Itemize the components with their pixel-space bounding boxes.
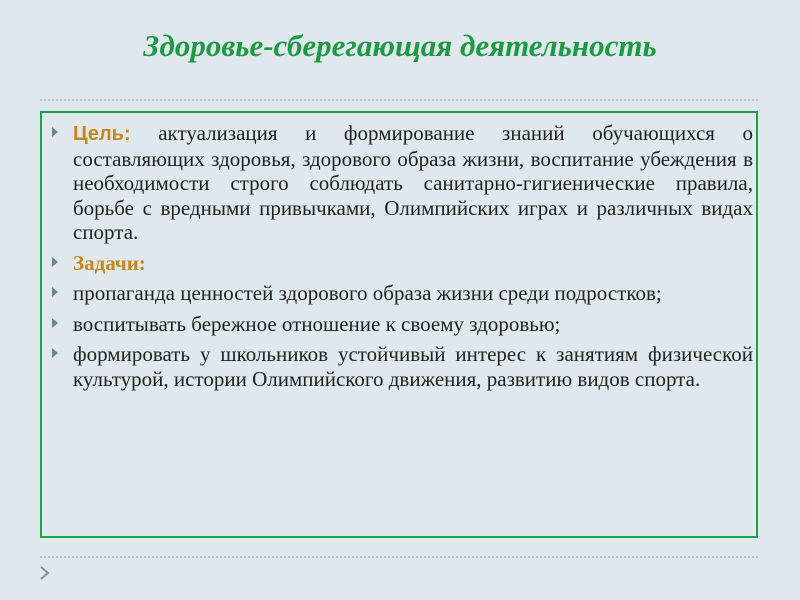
list-item-task <box>42 312 756 337</box>
bottom-divider <box>40 556 758 558</box>
task-text: воспитывать бережное отношение к своему здоровью; <box>73 311 561 336</box>
list-item-task <box>42 342 756 391</box>
triangle-bullet-icon <box>52 348 58 358</box>
goal-label: Цель: <box>73 123 131 145</box>
triangle-bullet-icon <box>52 127 58 137</box>
tasks-label: Задачи: <box>73 250 146 275</box>
triangle-bullet-icon <box>52 287 58 297</box>
next-slide-arrow-icon[interactable] <box>38 566 52 580</box>
task-text: пропаганда ценностей здорового образа жизни среди подростков; <box>73 281 662 305</box>
bullet-list <box>42 121 756 397</box>
top-divider <box>40 99 758 101</box>
slide-title: Здоровье-сберегающая деятельность <box>143 28 657 63</box>
task-text: формировать у школьников устойчивый интерес к занятиям физической культурой, истории Олимпийского движения, развитию видов спорта. <box>73 342 753 391</box>
list-item-task <box>42 281 756 306</box>
list-item-tasks-heading <box>42 251 756 276</box>
triangle-bullet-icon <box>52 318 58 328</box>
list-item-goal <box>42 121 756 245</box>
content-box <box>40 111 758 538</box>
goal-text: актуализация и формирование знаний обучающихся о составляющих здоровья, здорового образа жизни, воспитание убеждения в необходимости строго соблюдать санитарно-гигиенические правила, борьбе с вредными привычками, Олимпийских играх и различных видах спорта. <box>73 121 753 244</box>
triangle-bullet-icon <box>52 257 58 267</box>
